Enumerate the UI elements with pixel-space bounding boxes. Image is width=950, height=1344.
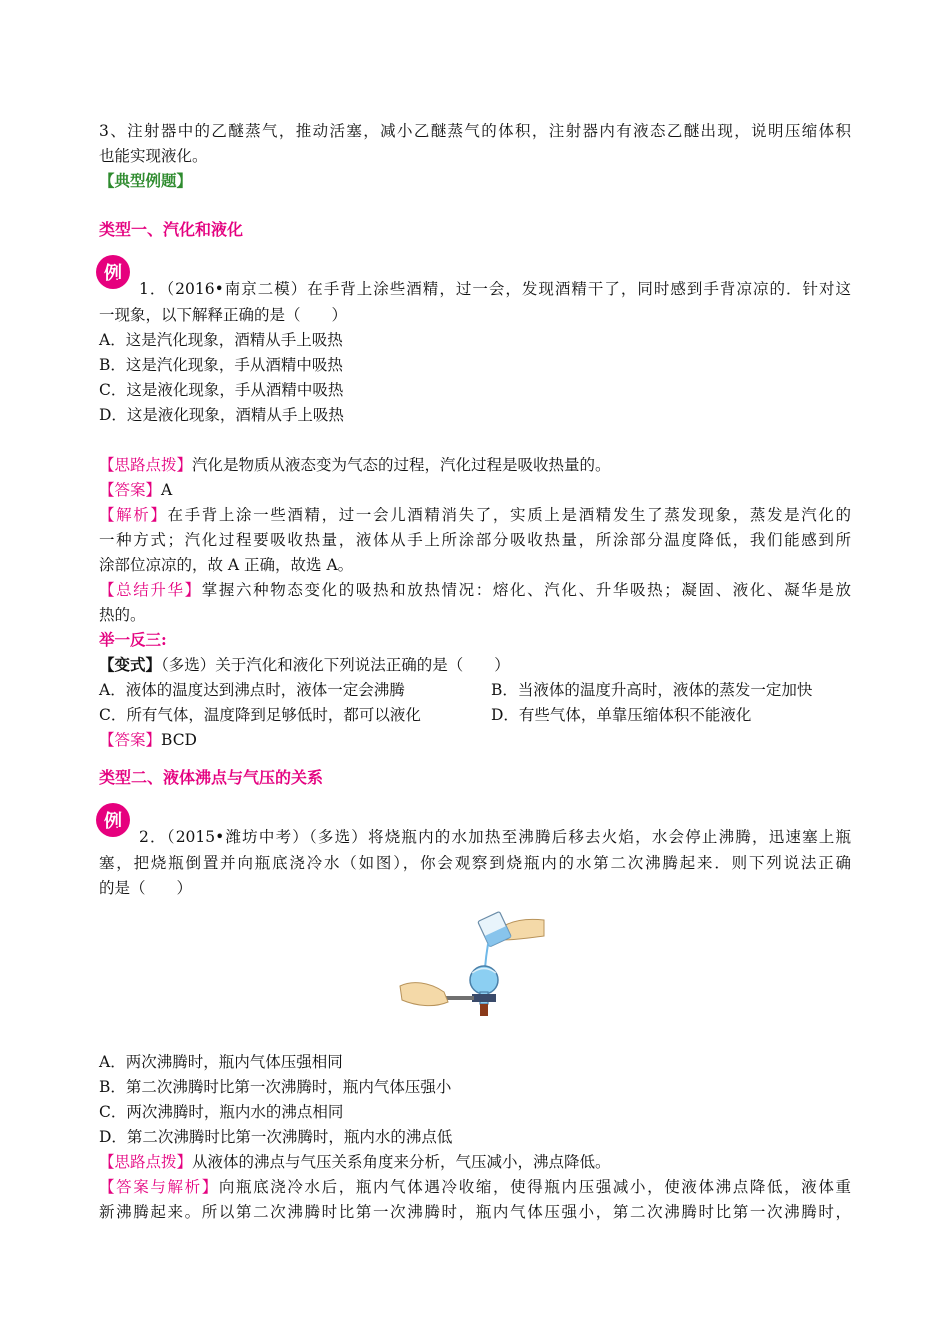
stopper-icon bbox=[480, 1004, 488, 1016]
intro-line-1: 3、注射器中的乙醚蒸气，推动活塞，减小乙醚蒸气的体积，注射器内有液态乙醚出现，说明压缩体积 bbox=[99, 122, 851, 140]
type2-question-line-3: 的是（ ） bbox=[99, 879, 193, 897]
variant-option-a: A．液体的温度达到沸点时，液体一定会沸腾 bbox=[99, 681, 405, 699]
section-heading: 【典型例题】 bbox=[99, 171, 193, 190]
type1-option-d: D．这是液化现象，酒精从手上吸热 bbox=[99, 406, 344, 424]
variant-answer-text: BCD bbox=[161, 731, 197, 749]
holding-hand-shape bbox=[400, 983, 448, 1006]
type1-analysis-line-3: 涂部位凉凉的，故 A 正确，故选 A。 bbox=[99, 556, 354, 574]
hint-text: 汽化是物质从液态变为气态的过程，汽化过程是吸收热量的。 bbox=[192, 456, 611, 474]
variant-option-c: C．所有气体，温度降到足够低时，都可以液化 bbox=[99, 706, 421, 724]
type2-answer-line-1 bbox=[99, 1177, 851, 1197]
variant-option-b: B．当液体的温度升高时，液体的蒸发一定加快 bbox=[491, 681, 813, 699]
type1-question-line-2: 一现象，以下解释正确的是（ ） bbox=[99, 306, 348, 324]
summary-text-1: 掌握六种物态变化的吸热和放热情况：熔化、汽化、升华吸热；凝固、液化、凝华是放 bbox=[201, 581, 851, 599]
variant-text: （多选）关于汽化和液化下列说法正确的是（ ） bbox=[161, 656, 510, 674]
type2-answer-label: 【答案与解析】 bbox=[99, 1178, 219, 1196]
type2-option-a: A．两次沸腾时，瓶内气体压强相同 bbox=[99, 1053, 343, 1071]
example-badge-1: 例 bbox=[96, 255, 130, 289]
variant-answer bbox=[99, 730, 197, 750]
clamp-icon bbox=[472, 994, 496, 1002]
water-stream-icon bbox=[485, 944, 488, 968]
extend-label: 举一反三: bbox=[99, 630, 167, 649]
variant-label: 【变式】 bbox=[99, 655, 162, 674]
type1-option-c: C．这是液化现象，手从酒精中吸热 bbox=[99, 381, 344, 399]
type1-summary-line-1 bbox=[99, 580, 851, 600]
answer-text: A bbox=[161, 481, 173, 499]
example-badge-2: 例 bbox=[96, 803, 130, 837]
type2-question-line-2: 塞，把烧瓶倒置并向瓶底浇冷水（如图），你会观察到烧瓶内的水第二次沸腾起来．则下列说法正确 bbox=[99, 854, 851, 872]
answer-label: 【答案】 bbox=[99, 481, 162, 499]
type1-summary-line-2: 热的。 bbox=[99, 606, 146, 624]
flask-cold-water-figure bbox=[398, 908, 548, 1026]
variant-option-d: D．有些气体，单靠压缩体积不能液化 bbox=[491, 706, 752, 724]
type1-hint bbox=[99, 455, 611, 475]
type2-answer-line-2: 新沸腾起来。所以第二次沸腾时比第一次沸腾时，瓶内气体压强小，第二次沸腾时比第一次沸腾时， bbox=[99, 1203, 851, 1221]
flask-icon bbox=[470, 966, 498, 994]
type2-question-line-1: 2．（2015•潍坊中考）（多选）将烧瓶内的水加热至沸腾后移去火焰，水会停止沸腾，迅速塞上瓶 bbox=[139, 828, 851, 846]
variant-question bbox=[99, 655, 510, 675]
type2-option-c: C．两次沸腾时，瓶内水的沸点相同 bbox=[99, 1103, 344, 1121]
type2-option-d: D．第二次沸腾时比第一次沸腾时，瓶内水的沸点低 bbox=[99, 1128, 453, 1146]
intro-line-2: 也能实现液化。 bbox=[99, 147, 208, 165]
type2-title: 类型二、液体沸点与气压的关系 bbox=[99, 768, 324, 787]
type1-analysis-line-2: 一种方式；汽化过程要吸收热量，液体从手上所涂部分吸收热量，所涂部分温度降低，我们能感到所 bbox=[99, 531, 851, 549]
type1-option-b: B．这是汽化现象，手从酒精中吸热 bbox=[99, 356, 343, 374]
analysis-label: 【解析】 bbox=[99, 506, 168, 524]
type2-hint-text: 从液体的沸点与气压关系角度来分析，气压减小，沸点降低。 bbox=[192, 1153, 611, 1171]
summary-label: 【总结升华】 bbox=[99, 581, 202, 599]
variant-answer-label: 【答案】 bbox=[99, 731, 162, 749]
analysis-text-1: 在手背上涂一些酒精，过一会儿酒精消失了，实质上是酒精发生了蒸发现象，蒸发是汽化的 bbox=[167, 506, 851, 524]
hint-label: 【思路点拨】 bbox=[99, 456, 193, 474]
type1-question-line-1: 1．（2016•南京二模）在手背上涂些酒精，过一会，发现酒精干了，同时感到手背凉凉的．针对这 bbox=[139, 280, 851, 298]
type1-answer bbox=[99, 480, 172, 500]
type2-option-b: B．第二次沸腾时比第一次沸腾时，瓶内气体压强小 bbox=[99, 1078, 452, 1096]
type1-title: 类型一、汽化和液化 bbox=[99, 220, 244, 239]
type2-hint bbox=[99, 1152, 611, 1172]
type1-analysis-line-1 bbox=[99, 505, 851, 525]
type1-option-a: A．这是汽化现象，酒精从手上吸热 bbox=[99, 331, 343, 349]
type2-answer-text-1: 向瓶底浇冷水后，瓶内气体遇冷收缩，使得瓶内压强减小，使液体沸点降低，液体重 bbox=[218, 1178, 851, 1196]
beaker-icon bbox=[478, 911, 512, 947]
type2-hint-label: 【思路点拨】 bbox=[99, 1153, 193, 1171]
